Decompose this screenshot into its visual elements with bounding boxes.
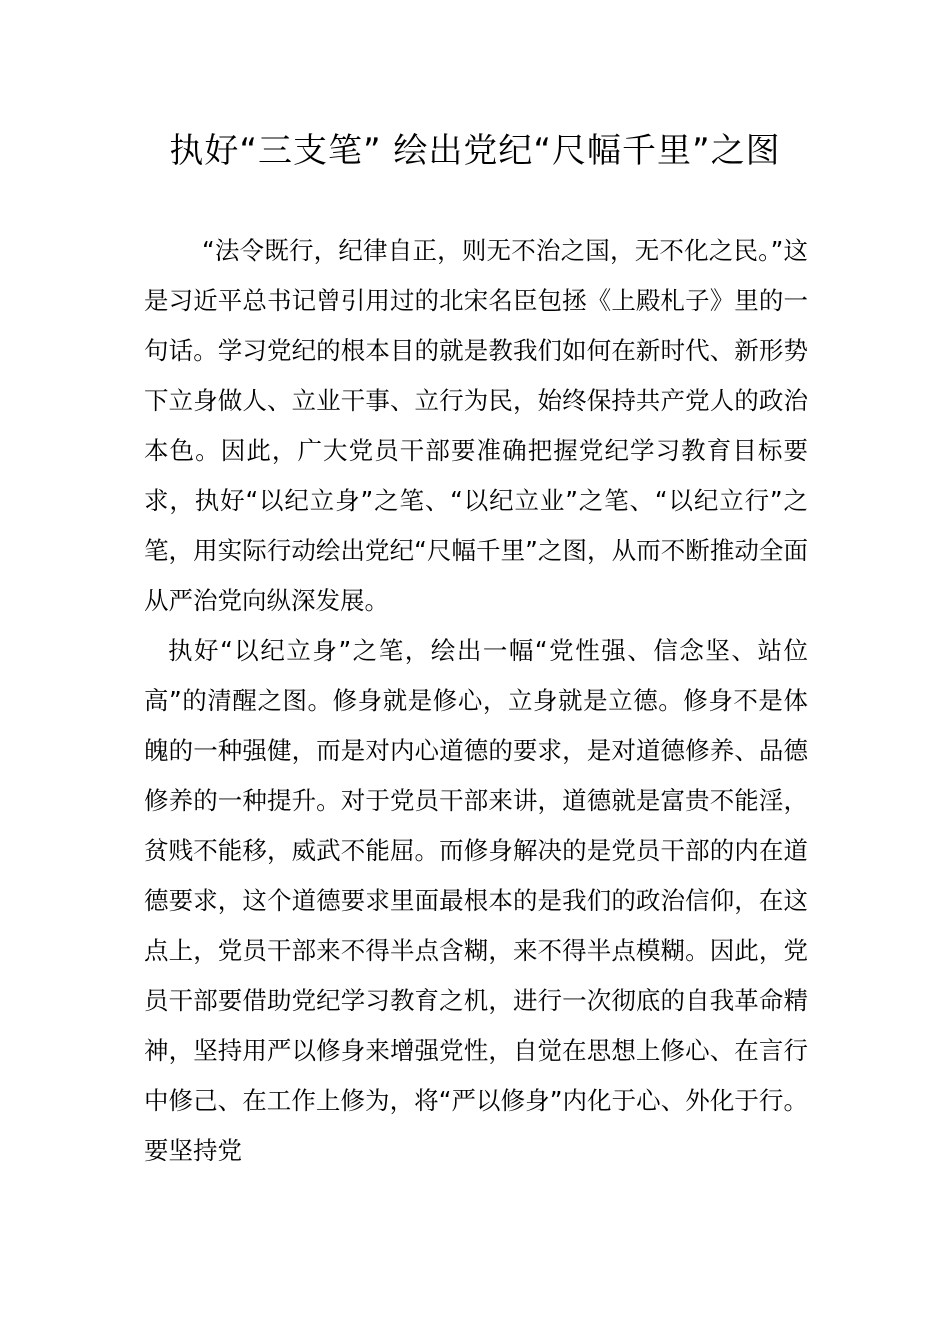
document-body (144, 226, 808, 1176)
paragraph-intro: “法令既行，纪律自正，则无不治之国，无不化之民。”这是习近平总书记曾引用过的北宋名臣包拯《上殿札子》里的一句话。学习党纪的根本目的就是教我们如何在新时代、新形势下立身做人、立业干事、立行为民，始终保持共产党人的政治本色。因此，广大党员干部要准确把握党纪学习教育目标要求，执好“以纪立身”之笔、“以纪立业”之笔、“以纪立行”之笔，用实际行动绘出党纪“尺幅千里”之图，从而不断推动全面从严治党向纵深发展。 (144, 236, 808, 615)
paragraph-section-one: 执好“以纪立身”之笔，绘出一幅“党性强、信念坚、站位高”的清醒之图。修身就是修心，立身就是立德。修身不是体魄的一种强健，而是对内心道德的要求，是对道德修养、品德修养的一种提升。对于党员干部来讲，道德就是富贵不能淫，贫贱不能移，威武不能屈。而修身解决的是党员干部的内在道德要求，这个道德要求里面最根本的是我们的政治信仰，在这点上，党员干部来不得半点含糊，来不得半点模糊。因此，党员干部要借助党纪学习教育之机，进行一次彻底的自我革命精神，坚持用严以修身来增强党性，自觉在思想上修心、在言行中修己、在工作上修为，将“严以修身”内化于心、外化于行。要坚持党 (144, 636, 808, 1165)
document-title: 执好“三支笔” 绘出党纪“尺幅千里”之图 (169, 131, 781, 171)
